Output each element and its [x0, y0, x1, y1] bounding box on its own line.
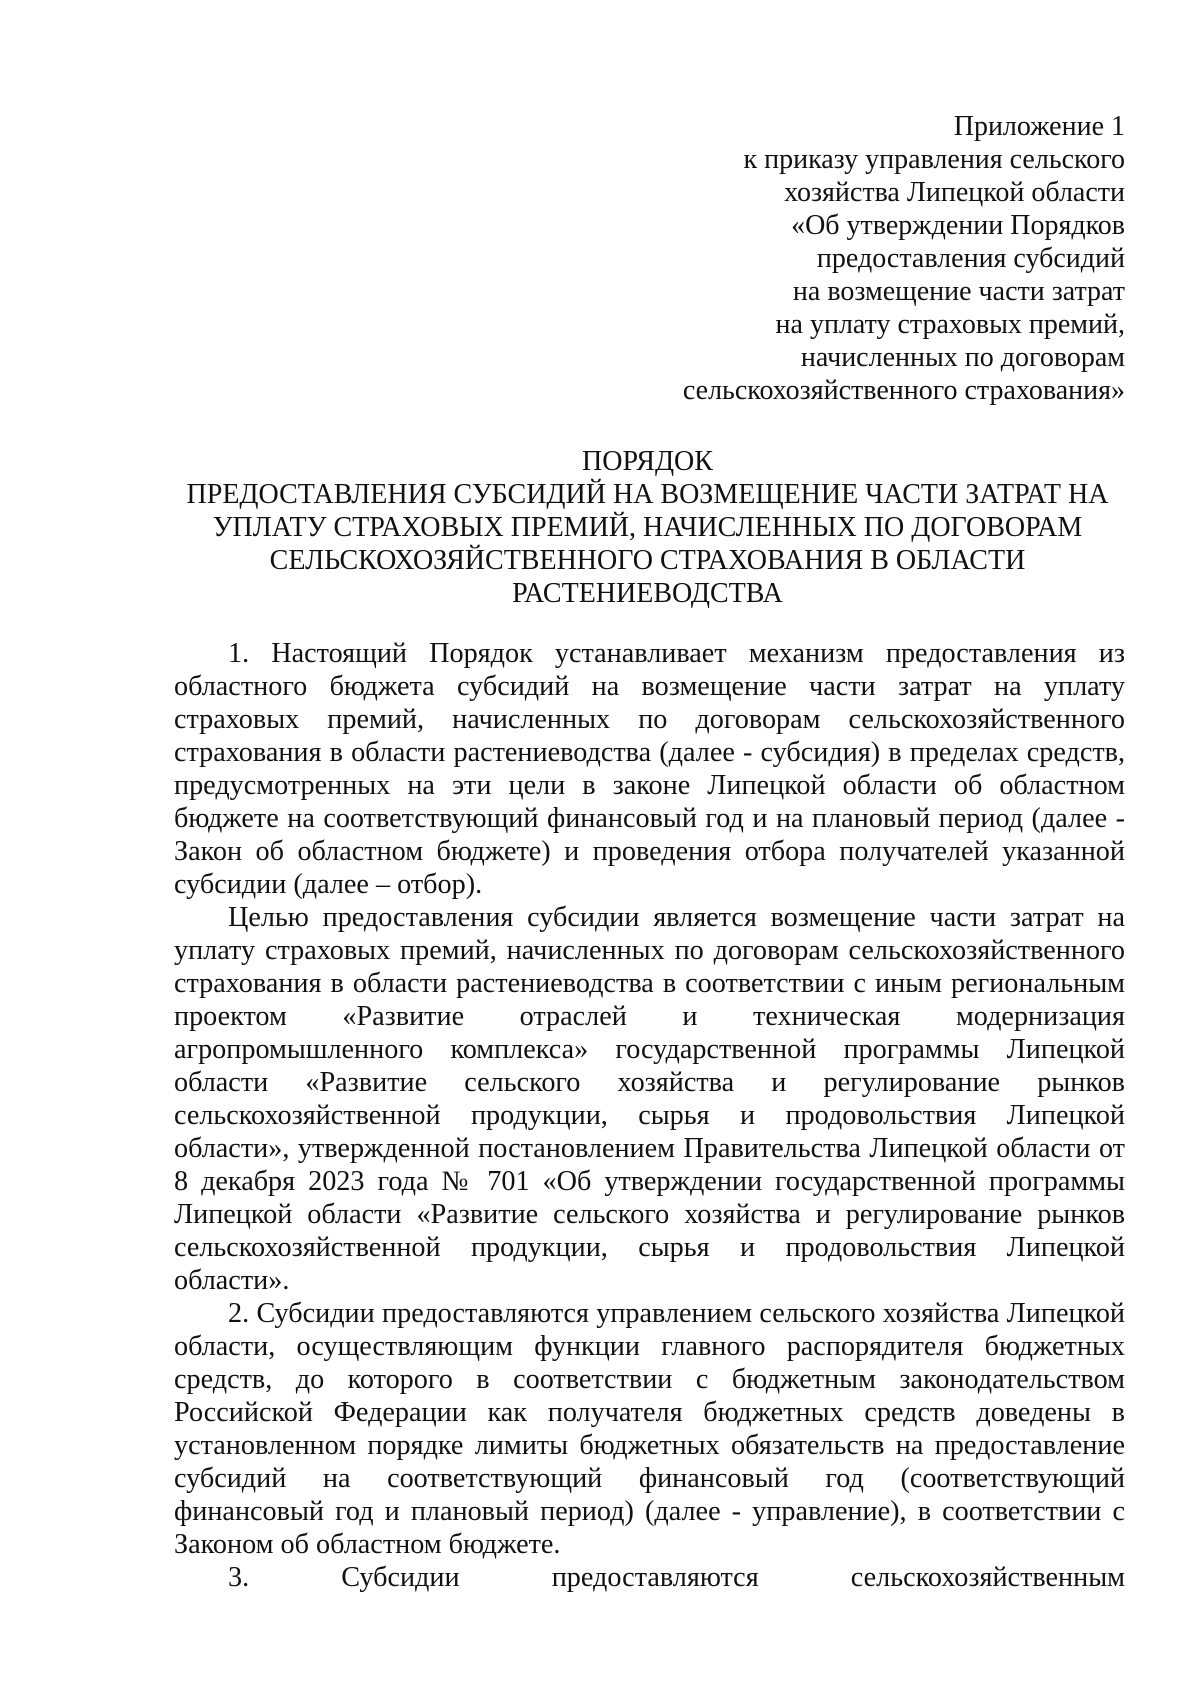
- paragraph-4: 3. Субсидии предоставляются сельскохозяйственным: [228, 1562, 1125, 1593]
- paragraph-2: Целью предоставления субсидии является возмещение части затрат на уплату страховых премий, начисленных по договорам сельскохозяйственного страхования в области растениеводства в соответствии с иным региональным проектом «Развитие отраслей и техническая модернизация агропромышленного комплекса» государственной программы Липецкой области «Развитие сельского хозяйства и регулирование рынков сельскохозяйственной продукции, сырья и продовольствия Липецкой области», утвержденной постановлением Правительства Липецкой области от 8 декабря 2023 года № 701 «Об утверждении государственной программы Липецкой области «Развитие сельского хозяйства и регулирование рынков сельскохозяйственной продукции, сырья и продовольствия Липецкой области».: [174, 902, 1125, 1296]
- appendix-line: начисленных по договорам: [800, 342, 1125, 373]
- title-line: УПЛАТУ СТРАХОВЫХ ПРЕМИЙ, НАЧИСЛЕННЫХ ПО ДОГОВОРАМ: [212, 512, 1083, 543]
- appendix-line: на уплату страховых премий,: [775, 309, 1125, 340]
- paragraph-1: 1. Настоящий Порядок устанавливает механизм предоставления из областного бюджета субсидий на возмещение части затрат на уплату страховых премий, начисленных по договорам сельскохозяйственного страхования в области растениеводства (далее - субсидия) в пределах средств, предусмотренных на эти цели в законе Липецкой области об областном бюджете на соответствующий финансовый год и на плановый период (далее - Закон об областном бюджете) и проведения отбора получателей указанной субсидии (далее – отбор).: [174, 638, 1125, 900]
- title-line: ПОРЯДОК: [582, 446, 713, 477]
- appendix-line: хозяйства Липецкой области: [784, 177, 1125, 208]
- document-title: [170, 445, 1125, 610]
- title-line: СЕЛЬСКОХОЗЯЙСТВЕННОГО СТРАХОВАНИЯ В ОБЛАСТИ: [269, 545, 1026, 576]
- title-line: РАСТЕНИЕВОДСТВА: [512, 578, 783, 609]
- appendix-line: «Об утверждении Порядков: [791, 210, 1125, 241]
- title-line: ПРЕДОСТАВЛЕНИЯ СУБСИДИЙ НА ВОЗМЕЩЕНИЕ ЧАСТИ ЗАТРАТ НА: [186, 479, 1109, 510]
- document-body: [174, 637, 1125, 1594]
- appendix-line: предоставления субсидий: [816, 243, 1125, 274]
- paragraph-3: 2. Субсидии предоставляются управлением сельского хозяйства Липецкой области, осуществляющим функции главного распорядителя бюджетных средств, до которого в соответствии с бюджетным законодательством Российской Федерации как получателя бюджетных средств доведены в установленном порядке лимиты бюджетных обязательств на предоставление субсидий на соответствующий финансовый год (соответствующий финансовый год и плановый период) (далее - управление), в соответствии с Законом об областном бюджете.: [174, 1298, 1125, 1560]
- appendix-line: к приказу управления сельского: [743, 144, 1125, 175]
- appendix-line: Приложение 1: [953, 111, 1125, 142]
- appendix-line: на возмещение части затрат: [792, 276, 1125, 307]
- appendix-header: [560, 110, 1125, 407]
- appendix-line: сельскохозяйственного страхования»: [682, 375, 1125, 406]
